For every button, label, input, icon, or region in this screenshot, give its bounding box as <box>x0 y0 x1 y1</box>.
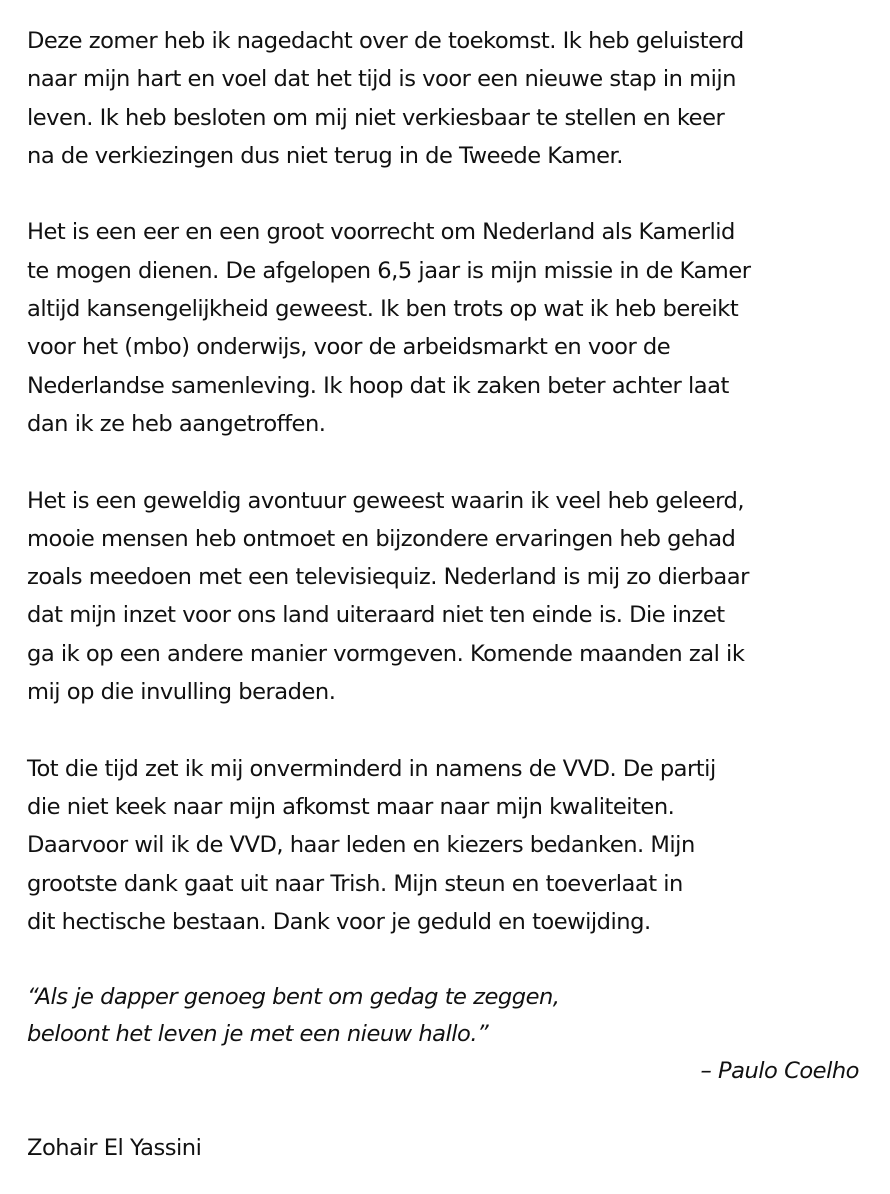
paragraph-2 <box>27 213 887 443</box>
paragraph-line: Nederlandse samenleving. Ik hoop dat ik zaken beter achter laat <box>27 372 729 399</box>
signature-name: Zohair El Yassini <box>27 1135 202 1161</box>
paragraph-1 <box>27 22 887 175</box>
paragraph-line: te mogen dienen. De afgelopen 6,5 jaar is mijn missie in de Kamer <box>27 257 751 284</box>
paragraph-line: altijd kansengelijkheid geweest. Ik ben trots op wat ik heb bereikt <box>27 296 739 323</box>
paragraph-3 <box>27 482 887 712</box>
quote-line: “Als je dapper genoeg bent om gedag te zeggen, <box>27 984 560 1011</box>
paragraph-line: mooie mensen heb ontmoet en bijzondere ervaringen heb gehad <box>27 525 736 552</box>
paragraph-line: Tot die tijd zet ik mij onverminderd in namens de VVD. De partij <box>27 755 716 782</box>
paragraph-line: zoals meedoen met een televisiequiz. Nederland is mij zo dierbaar <box>27 564 749 591</box>
quote-attribution: – Paulo Coelho <box>700 1058 859 1085</box>
paragraph-line: dat mijn inzet voor ons land uiteraard niet ten einde is. Die inzet <box>27 602 725 629</box>
paragraph-line: dan ik ze heb aangetroffen. <box>27 410 326 437</box>
quote-text <box>27 979 887 1053</box>
paragraph-line: Het is een eer en een groot voorrecht om Nederland als Kamerlid <box>27 219 735 246</box>
quote-line: beloont het leven je met een nieuw hallo.” <box>27 1021 489 1048</box>
letter-body <box>27 22 887 1090</box>
paragraph-line: Deze zomer heb ik nagedacht over de toekomst. Ik heb geluisterd <box>27 28 744 54</box>
paragraph-line: leven. Ik heb besloten om mij niet verkiesbaar te stellen en keer <box>27 104 725 131</box>
paragraph-line: Daarvoor wil ik de VVD, haar leden en kiezers bedanken. Mijn <box>27 832 695 859</box>
paragraph-line: grootste dank gaat uit naar Trish. Mijn steun en toeverlaat in <box>27 870 683 897</box>
paragraph-line: mij op die invulling beraden. <box>27 679 336 706</box>
paragraph-line: ga ik op een andere manier vormgeven. Komende maanden zal ik <box>27 640 745 667</box>
paragraph-line: Het is een geweldig avontuur geweest waarin ik veel heb geleerd, <box>27 487 745 514</box>
paragraph-line: na de verkiezingen dus niet terug in de Tweede Kamer. <box>27 142 623 169</box>
paragraph-4 <box>27 750 887 941</box>
paragraph-line: dit hectische bestaan. Dank voor je geduld en toewijding. <box>27 908 651 935</box>
quote-block <box>27 979 887 1090</box>
paragraph-line: voor het (mbo) onderwijs, voor de arbeidsmarkt en voor de <box>27 334 671 361</box>
paragraph-line: die niet keek naar mijn afkomst maar naar mijn kwaliteiten. <box>27 793 675 820</box>
paragraph-line: naar mijn hart en voel dat het tijd is voor een nieuwe stap in mijn <box>27 66 736 93</box>
